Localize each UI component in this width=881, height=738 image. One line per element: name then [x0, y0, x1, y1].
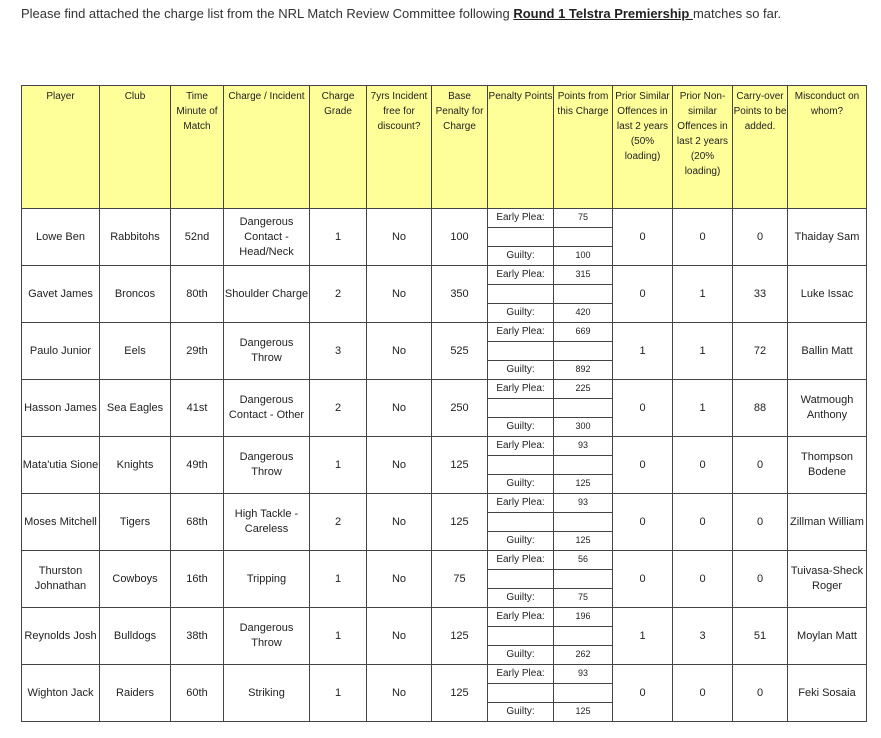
base-penalty-cell: 125 [432, 437, 488, 494]
early-plea-label: Early Plea: [496, 497, 545, 508]
club-cell: Cowboys [100, 551, 171, 608]
guilty-label: Guilty: [488, 360, 553, 379]
incident-free-cell: No [367, 494, 432, 551]
penalty-points-cell [488, 551, 554, 608]
points-cell [554, 323, 613, 380]
time-cell: 68th [171, 494, 224, 551]
col-prior-non-similar: Prior Non-similar Offences in last 2 years (20% loading) [673, 86, 733, 209]
table-row [22, 551, 867, 608]
grade-cell: 1 [310, 551, 367, 608]
guilty-label: Guilty: [488, 303, 553, 322]
penalty-points-cell [488, 494, 554, 551]
prior-similar-cell: 0 [613, 209, 673, 266]
table-row [22, 209, 867, 266]
charge-cell: Dangerous Throw [224, 437, 310, 494]
club-cell: Tigers [100, 494, 171, 551]
early-plea-label: Early Plea: [496, 611, 545, 622]
charge-cell: Dangerous Throw [224, 608, 310, 665]
early-plea-points: 669 [575, 326, 591, 336]
base-penalty-cell: 125 [432, 608, 488, 665]
misconduct-cell: Watmough Anthony [788, 380, 867, 437]
table-row [22, 323, 867, 380]
incident-free-cell: No [367, 665, 432, 722]
points-cell [554, 494, 613, 551]
grade-cell: 2 [310, 380, 367, 437]
col-incident-free: 7yrs Incident free for discount? [367, 86, 432, 209]
col-carry-over: Carry-over Points to be added. [733, 86, 788, 209]
grade-cell: 1 [310, 665, 367, 722]
charge-cell: Shoulder Charge [224, 266, 310, 323]
col-points-from-charge: Points from this Charge [554, 86, 613, 209]
penalty-points-cell [488, 323, 554, 380]
base-penalty-cell: 125 [432, 665, 488, 722]
early-plea-label: Early Plea: [496, 554, 545, 565]
grade-cell: 2 [310, 266, 367, 323]
blank-cell [488, 284, 553, 302]
blank-cell [554, 626, 612, 644]
charge-table [21, 85, 867, 722]
intro-suffix: matches so far. [692, 6, 782, 21]
prior-non-similar-cell: 0 [673, 665, 733, 722]
penalty-points-cell [488, 209, 554, 266]
blank-cell [488, 398, 553, 416]
charge-cell: Dangerous Contact - Head/Neck [224, 209, 310, 266]
prior-similar-cell: 1 [613, 323, 673, 380]
penalty-points-cell [488, 380, 554, 437]
prior-non-similar-cell: 0 [673, 551, 733, 608]
guilty-label: Guilty: [488, 531, 553, 550]
col-player: Player [22, 86, 100, 209]
base-penalty-cell: 250 [432, 380, 488, 437]
club-cell: Broncos [100, 266, 171, 323]
grade-cell: 1 [310, 437, 367, 494]
player-cell: Gavet James [22, 266, 100, 323]
points-cell [554, 380, 613, 437]
guilty-points: 125 [554, 702, 612, 721]
early-plea-points: 93 [577, 668, 588, 678]
blank-cell [554, 455, 612, 473]
grade-cell: 1 [310, 209, 367, 266]
guilty-label: Guilty: [488, 417, 553, 436]
col-time: Time Minute of Match [171, 86, 224, 209]
carry-over-cell: 88 [733, 380, 788, 437]
early-plea-label: Early Plea: [496, 326, 545, 337]
prior-non-similar-cell: 1 [673, 266, 733, 323]
guilty-label: Guilty: [488, 588, 553, 607]
header-row [22, 86, 867, 209]
penalty-points-cell [488, 266, 554, 323]
blank-cell [488, 227, 553, 245]
time-cell: 49th [171, 437, 224, 494]
early-plea-points: 196 [575, 611, 591, 621]
col-grade: Charge Grade [310, 86, 367, 209]
penalty-points-cell [488, 437, 554, 494]
blank-cell [488, 626, 553, 644]
misconduct-cell: Tuivasa-Sheck Roger [788, 551, 867, 608]
charge-cell: High Tackle - Careless [224, 494, 310, 551]
blank-cell [488, 455, 553, 473]
prior-similar-cell: 0 [613, 551, 673, 608]
time-cell: 16th [171, 551, 224, 608]
base-penalty-cell: 75 [432, 551, 488, 608]
prior-non-similar-cell: 3 [673, 608, 733, 665]
blank-cell [488, 683, 553, 701]
guilty-label: Guilty: [488, 474, 553, 493]
incident-free-cell: No [367, 380, 432, 437]
prior-non-similar-cell: 0 [673, 494, 733, 551]
guilty-points: 125 [554, 531, 612, 550]
charge-cell: Tripping [224, 551, 310, 608]
col-penalty-points: Penalty Points [488, 86, 554, 209]
misconduct-cell: Luke Issac [788, 266, 867, 323]
early-plea-points: 75 [577, 212, 588, 222]
charge-cell: Striking [224, 665, 310, 722]
charge-cell: Dangerous Throw [224, 323, 310, 380]
blank-cell [554, 569, 612, 587]
guilty-points: 262 [554, 645, 612, 664]
penalty-points-cell [488, 608, 554, 665]
table-row [22, 266, 867, 323]
blank-cell [554, 284, 612, 302]
incident-free-cell: No [367, 551, 432, 608]
player-cell: Wighton Jack [22, 665, 100, 722]
incident-free-cell: No [367, 323, 432, 380]
time-cell: 38th [171, 608, 224, 665]
points-cell [554, 437, 613, 494]
base-penalty-cell: 350 [432, 266, 488, 323]
points-cell [554, 551, 613, 608]
incident-free-cell: No [367, 608, 432, 665]
time-cell: 80th [171, 266, 224, 323]
player-cell: Reynolds Josh [22, 608, 100, 665]
club-cell: Bulldogs [100, 608, 171, 665]
points-cell [554, 266, 613, 323]
penalty-points-cell [488, 665, 554, 722]
table-row [22, 608, 867, 665]
misconduct-cell: Moylan Matt [788, 608, 867, 665]
time-cell: 41st [171, 380, 224, 437]
blank-cell [554, 512, 612, 530]
col-club: Club [100, 86, 171, 209]
guilty-points: 420 [554, 303, 612, 322]
points-cell [554, 209, 613, 266]
time-cell: 29th [171, 323, 224, 380]
prior-similar-cell: 0 [613, 665, 673, 722]
carry-over-cell: 0 [733, 437, 788, 494]
col-prior-similar: Prior Similar Offences in last 2 years (50% loading) [613, 86, 673, 209]
guilty-points: 125 [554, 474, 612, 493]
early-plea-points: 93 [577, 440, 588, 450]
player-cell: Mata'utia Sione [22, 437, 100, 494]
round-link[interactable]: Round 1 Telstra Premiership [513, 6, 693, 21]
col-charge: Charge / Incident [224, 86, 310, 209]
early-plea-points: 225 [575, 383, 591, 393]
col-base-penalty: Base Penalty for Charge [432, 86, 488, 209]
points-cell [554, 665, 613, 722]
misconduct-cell: Zillman William [788, 494, 867, 551]
club-cell: Rabbitohs [100, 209, 171, 266]
club-cell: Knights [100, 437, 171, 494]
early-plea-label: Early Plea: [496, 212, 545, 223]
base-penalty-cell: 100 [432, 209, 488, 266]
grade-cell: 1 [310, 608, 367, 665]
prior-non-similar-cell: 0 [673, 209, 733, 266]
player-cell: Moses Mitchell [22, 494, 100, 551]
blank-cell [554, 227, 612, 245]
table-row [22, 437, 867, 494]
carry-over-cell: 0 [733, 551, 788, 608]
prior-similar-cell: 0 [613, 266, 673, 323]
blank-cell [488, 569, 553, 587]
misconduct-cell: Thaiday Sam [788, 209, 867, 266]
blank-cell [554, 398, 612, 416]
guilty-points: 100 [554, 246, 612, 265]
base-penalty-cell: 525 [432, 323, 488, 380]
prior-non-similar-cell: 1 [673, 380, 733, 437]
blank-cell [488, 341, 553, 359]
blank-cell [554, 341, 612, 359]
early-plea-label: Early Plea: [496, 668, 545, 679]
table-row [22, 665, 867, 722]
blank-cell [488, 512, 553, 530]
early-plea-points: 93 [577, 497, 588, 507]
early-plea-label: Early Plea: [496, 269, 545, 280]
intro-prefix: Please find attached the charge list from the NRL Match Review Committee following [21, 6, 514, 21]
grade-cell: 2 [310, 494, 367, 551]
carry-over-cell: 72 [733, 323, 788, 380]
carry-over-cell: 0 [733, 494, 788, 551]
grade-cell: 3 [310, 323, 367, 380]
time-cell: 52nd [171, 209, 224, 266]
base-penalty-cell: 125 [432, 494, 488, 551]
early-plea-label: Early Plea: [496, 383, 545, 394]
carry-over-cell: 0 [733, 665, 788, 722]
incident-free-cell: No [367, 437, 432, 494]
guilty-label: Guilty: [488, 246, 553, 265]
player-cell: Hasson James [22, 380, 100, 437]
club-cell: Eels [100, 323, 171, 380]
prior-similar-cell: 0 [613, 380, 673, 437]
prior-non-similar-cell: 1 [673, 323, 733, 380]
table-row [22, 494, 867, 551]
guilty-points: 300 [554, 417, 612, 436]
prior-similar-cell: 0 [613, 494, 673, 551]
carry-over-cell: 0 [733, 209, 788, 266]
intro-text [21, 6, 781, 21]
blank-cell [554, 683, 612, 701]
misconduct-cell: Feki Sosaia [788, 665, 867, 722]
club-cell: Sea Eagles [100, 380, 171, 437]
early-plea-points: 56 [577, 554, 588, 564]
early-plea-label: Early Plea: [496, 440, 545, 451]
time-cell: 60th [171, 665, 224, 722]
table-row [22, 380, 867, 437]
club-cell: Raiders [100, 665, 171, 722]
col-misconduct: Misconduct on whom? [788, 86, 867, 209]
misconduct-cell: Thompson Bodene [788, 437, 867, 494]
player-cell: Thurston Johnathan [22, 551, 100, 608]
prior-similar-cell: 1 [613, 608, 673, 665]
guilty-label: Guilty: [488, 645, 553, 664]
early-plea-points: 315 [575, 269, 591, 279]
charge-cell: Dangerous Contact - Other [224, 380, 310, 437]
points-cell [554, 608, 613, 665]
prior-similar-cell: 0 [613, 437, 673, 494]
carry-over-cell: 51 [733, 608, 788, 665]
misconduct-cell: Ballin Matt [788, 323, 867, 380]
guilty-label: Guilty: [488, 702, 553, 721]
incident-free-cell: No [367, 266, 432, 323]
incident-free-cell: No [367, 209, 432, 266]
player-cell: Paulo Junior [22, 323, 100, 380]
player-cell: Lowe Ben [22, 209, 100, 266]
guilty-points: 75 [554, 588, 612, 607]
carry-over-cell: 33 [733, 266, 788, 323]
prior-non-similar-cell: 0 [673, 437, 733, 494]
guilty-points: 892 [554, 360, 612, 379]
